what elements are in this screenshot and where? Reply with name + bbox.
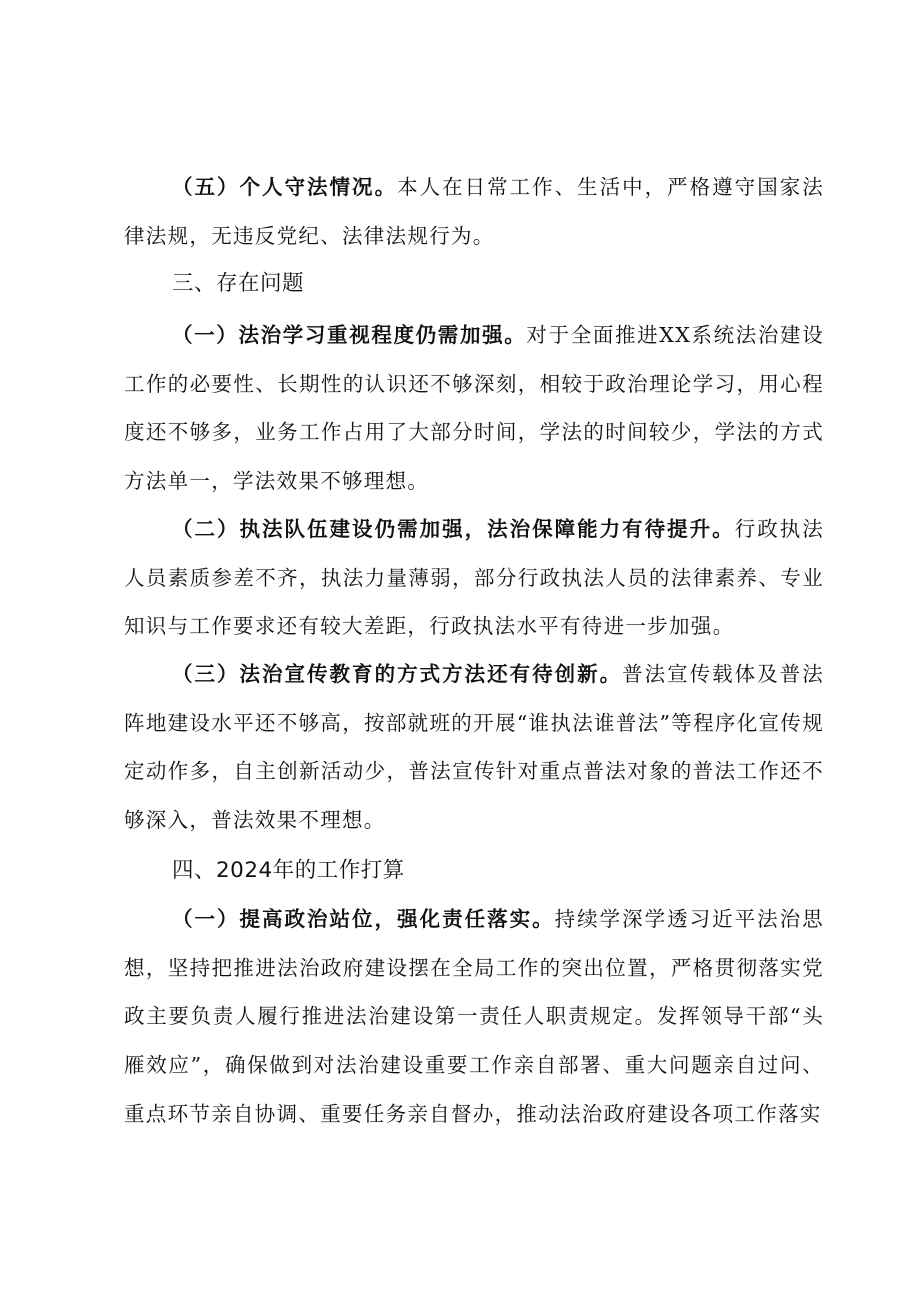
section-heading-2024-plan: 四、2024年的工作打算 [172, 858, 405, 883]
paragraph-lead: （一）法治学习重视程度仍需加强。 [172, 323, 527, 347]
paragraph-problem-3 [124, 650, 824, 845]
paragraph-personal-law-compliance [124, 163, 824, 260]
paragraph-lead: （五）个人守法情况。 [172, 175, 398, 199]
paragraph-problem-2 [124, 505, 824, 651]
paragraph-lead: （一）提高政治站位，强化责任落实。 [172, 907, 555, 931]
paragraph-body: 持续学深学透习近平法治思想，坚持把推进法治政府建设摆在全局工作的突出位置，严格贯彻落实党政主要负责人履行推进法治建设第一责任人职责规定。发挥领导干部“头雁效应”，确保做到对法治建设重要工作亲自部署、重大问题亲自过问、重点环节亲自协调、重要任务亲自督办，推动法治政府建设各项工作落实 [124, 907, 824, 1126]
paragraph-problem-1 [124, 311, 824, 506]
paragraph-body: 本人在日常工作、生活中，严格遵守国家法律法规，无违反党纪、法律法规行为。 [124, 175, 825, 248]
paragraph-lead: （三）法治宣传教育的方式方法还有待创新。 [172, 662, 623, 686]
paragraph-lead: （二）执法队伍建设仍需加强，法治保障能力有待提升。 [172, 517, 735, 541]
paragraph-plan-1 [124, 895, 824, 1139]
section-heading-problems: 三、存在问题 [172, 271, 305, 296]
paragraph-body: 行政执法人员素质参差不齐，执法力量薄弱，部分行政执法人员的法律素养、专业知识与工作要求还有较大差距，行政执法水平有待进一步加强。 [124, 517, 825, 639]
paragraph-body: 普法宣传载体及普法阵地建设水平还不够高，按部就班的开展“谁执法谁普法”等程序化宣传规定动作多，自主创新活动少，普法宣传针对重点普法对象的普法工作还不够深入，普法效果不理想。 [124, 662, 824, 833]
paragraph-body: 对于全面推进XX系统法治建设工作的必要性、长期性的认识还不够深刻，相较于政治理论学习，用心程度还不够多，业务工作占用了大部分时间，学法的时间较少，学法的方式方法单一，学法效果不够理想。 [124, 323, 824, 494]
